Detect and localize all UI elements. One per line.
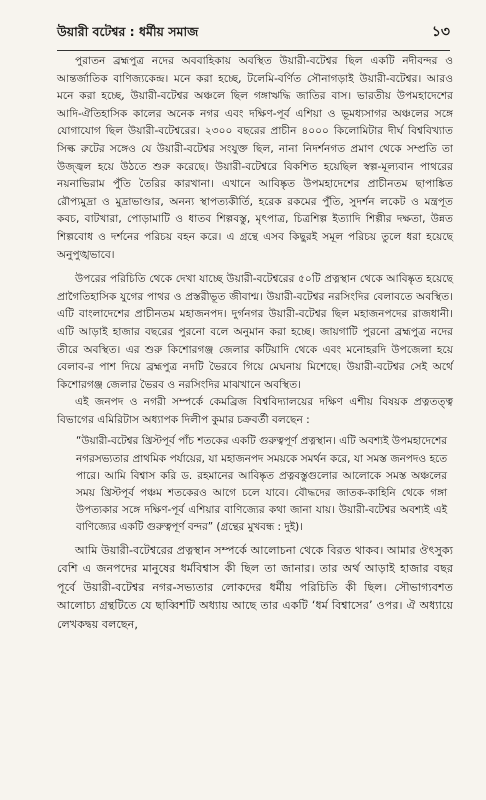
paragraph-3: এই জনপদ ও নগরী সম্পর্কে কেমব্রিজ বিশ্ববিদ্যালয়ের দক্ষিণ এশীয় বিষয়ক প্রত্নতত্ত্ব বিভাগের এমিরিটাস অধ্যাপক দিলীপ কুমার চক্রবর্তী বলছেন : [57,396,453,426]
body-text [57,53,453,634]
paragraph-2: উপরের পরিচিতি থেকে দেখা যাচ্ছে উয়ারী-বটেশ্বরের ৫০টি প্রত্নস্থান থেকে আবিষ্কৃত হয়েছে প্রাগৈতিহাসিক যুগের পাথর ও প্রস্তরীভূত জীবাশ্ম। উয়ারী-বটেশ্বর নরসিংদির বেলাবতে অবস্থিত। এটি বাংলাদেশের প্রাচীনতম মহাজনপদ। দুর্গনগর উয়ারী-বটেশ্বর ছিল মহাজনপদের রাজধানী। এটি আড়াই হাজার বছরের পুরনো বলে অনুমান করা হচ্ছে। জায়গাটি পুরনো ব্রহ্মপুত্র নদের তীরে অবস্থিত। এর শুরু কিশোরগঞ্জ জেলার কটিয়াদি থেকে এবং মনোহরদি উপজেলা হয়ে বেলাব-র পাশ দিয়ে ব্রহ্মপুত্র নদটি ভৈরবে গিয়ে মেঘনায় মিশেছে। উয়ারী-বটেশ্বর সেই অর্থে কিশোরগঞ্জ জেলার ভৈরব ও নরসিংদির মাঝখানে অবস্থিত। [57,273,453,391]
header-rule [57,50,450,51]
paragraph-1: পুরাতন ব্রহ্মপুত্র নদের অববাহিকায় অবস্থিত উয়ারী-বটেশ্বর ছিল একটি নদীবন্দর ও আন্তর্জাতিক বাণিজ্যকেন্দ্র। মনে করা হচ্ছে, টলেমি-বর্ণিত সৌনাগড়াই উয়ারী-বটেশ্বর। আরও মনে করা হচ্ছে, উয়ারী-বটেশ্বর অঞ্চলে ছিল গঙ্গাঋদ্ধি জাতির বাস। ভারতীয় উপমহাদেশের আদি-ঐতিহাসিক কালের অনেক নগর এবং দক্ষিণ-পূর্ব এশিয়া ও ভূমধ্যসাগর অঞ্চলের সঙ্গে যোগাযোগ ছিল উয়ারী-বটেশ্বরের। ২৩০০ বছরের প্রাচীন ৪০০০ কিলোমিটার দীর্ঘ বিশ্ববিখ্যাত সিল্ক রুটের সঙ্গেও যে উয়ারী-বটেশ্বর সংযুক্ত ছিল, নানা নিদর্শনগত প্রমাণ থেকে সম্প্রতি তা উজ্জ্বল হয়ে উঠতে শুরু করেছে। উয়ারী-বটেশ্বরে বিকশিত হয়েছিল স্বল্প-মূল্যবান পাথরের নয়নাভিরাম পুঁতি তৈরির কারখানা। এখানে আবিষ্কৃত উপমহাদেশের প্রাচীনতম ছাপাঙ্কিত রৌপ্যমুদ্রা ও মুদ্রাভাণ্ডার, অনন্য স্থাপত্যকীর্তি, হরেক রকমের পুঁতি, সুদর্শন লকেট ও মন্ত্রপূত কবচ, বাটখারা, পোড়ামাটি ও ধাতব শিল্পবস্তু, মৃৎপাত্র, চিত্রশিল্প ইত্যাদি শিল্পীর দক্ষতা, উন্নত শিল্পবোধ ও দর্শনের পরিচয় বহন করে। এ গ্রন্থে এসব কিছুরই সমূল পরিচয় তুলে ধরা হয়েছে অনুপুঙ্খভাবে। [57,55,453,261]
paragraph-4: আমি উয়ারী-বটেশ্বরের প্রত্নস্থান সম্পর্কে আলোচনা থেকে বিরত থাকব। আমার ঔৎসুক্য বেশি এ জনপদের মানুষের ধর্মবিশ্বাস কী ছিল তা জানার। তার অর্থ আড়াই হাজার বছর পূর্বে উয়ারী-বটেশ্বর নগর-সভ্যতার লোকদের ধর্মীয় পরিচিতি কী ছিল। সৌভাগ্যবশত আলোচ্য গ্রন্থটিতে যে ছাব্বিশটি অধ্যায় আছে তার একটি ‘ধর্ম বিশ্বাসের’ ওপর। ঐ অধ্যায়ে লেখকদ্বয় বলছেন, [57,543,453,631]
page-number: ১৩ [431,24,450,40]
running-title: উয়ারী বটেশ্বর : ধর্মীয় সমাজ [57,24,199,39]
running-header [57,22,450,44]
block-quote: “উয়ারী-বটেশ্বর খ্রিস্টপূর্ব পাঁচ শতকের একটি গুরুত্বপূর্ণ প্রত্নস্থান। এটি অবশ্যই উপমহাদেশের নগরসভ্যতার প্রাথমিক পর্যায়ের, যা মহাজনপদ সময়কে সমর্থন করে, যা সমস্ত জনপদও হতে পারে। আমি বিশ্বাস করি ড. রহমানের আবিষ্কৃত প্রত্নবস্তুগুলোর আলোকে সমস্ত অঞ্চলের সময় খ্রিস্টপূর্ব পঞ্চম শতকেরও আগে চলে যাবে। বৌদ্ধদের জাতক-কাহিনি থেকে গঙ্গা উপত্যকার সঙ্গে দক্ষিণ-পূর্ব এশিয়ার বাণিজ্যের কথা জানা যায়। উয়ারী-বটেশ্বর অবশ্যই এই বাণিজ্যের একটি গুরুত্বপূর্ণ বন্দর” (গ্রন্থের মুখবন্ধ : দুই)। [76,435,447,534]
